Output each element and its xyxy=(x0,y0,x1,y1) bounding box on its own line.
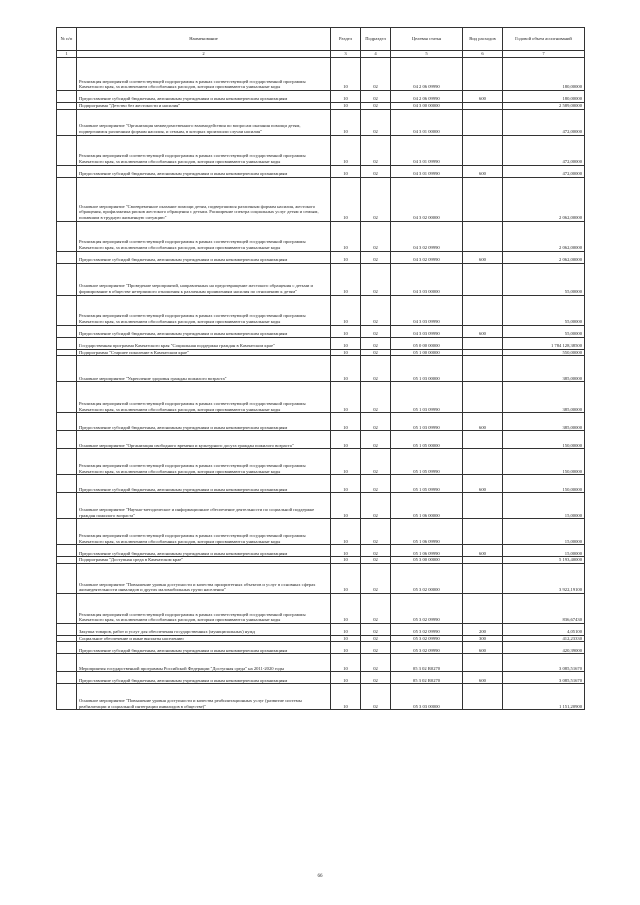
row-kind-cell: 600 xyxy=(463,672,503,684)
header-kind: Вид расходов xyxy=(463,28,503,51)
row-subsection-cell: 02 xyxy=(361,356,391,382)
row-number-cell xyxy=(57,135,77,165)
row-target-cell: 05 3 02 00000 xyxy=(391,563,463,593)
row-kind-cell: 600 xyxy=(463,165,503,177)
row-name-cell: Предоставление субсидий бюджетным, автономным учреждениям и иным некоммерческим организациям xyxy=(77,672,331,684)
row-section-cell: 10 xyxy=(331,325,361,337)
row-kind-cell xyxy=(463,221,503,251)
table-row xyxy=(57,58,585,91)
row-subsection-cell: 02 xyxy=(361,349,391,356)
column-number: 4 xyxy=(361,51,391,58)
row-amount-cell: 180,00000 xyxy=(503,58,585,91)
row-number-cell xyxy=(57,623,77,635)
row-amount-cell: 5 193,40000 xyxy=(503,557,585,564)
row-number-cell xyxy=(57,449,77,475)
row-subsection-cell: 02 xyxy=(361,593,391,623)
table-row xyxy=(57,563,585,593)
row-target-cell: 04 3 02 00000 xyxy=(391,177,463,221)
row-target-cell: 05 1 06 09990 xyxy=(391,519,463,545)
row-name-cell: Основное мероприятие "Повышение уровня доступности и качества реабилитационных услуг (развитие системы реабилитации и социальной интеграции инвалидов в обществе)" xyxy=(77,684,331,710)
header-amount: Годовой объем ассигнований xyxy=(503,28,585,51)
row-target-cell: 04 3 01 09990 xyxy=(391,165,463,177)
row-target-cell: 04 2 06 09990 xyxy=(391,58,463,91)
table-row xyxy=(57,221,585,251)
row-subsection-cell: 02 xyxy=(361,325,391,337)
header-name: Наименование xyxy=(77,28,331,51)
row-kind-cell xyxy=(463,103,503,110)
row-kind-cell xyxy=(463,58,503,91)
row-target-cell: 05 3 02 09990 xyxy=(391,642,463,654)
table-row xyxy=(57,413,585,431)
header-number: № п/п xyxy=(57,28,77,51)
row-number-cell xyxy=(57,165,77,177)
row-kind-cell xyxy=(463,557,503,564)
row-section-cell: 10 xyxy=(331,431,361,449)
row-kind-cell: 600 xyxy=(463,91,503,103)
row-subsection-cell: 02 xyxy=(361,545,391,557)
row-amount-cell: 55,00000 xyxy=(503,295,585,325)
row-name-cell: Подпрограмма "Старшее поколение в Камчатском крае" xyxy=(77,349,331,356)
row-name-cell: Предоставление субсидий бюджетным, автономным учреждениям и иным некоммерческим организациям xyxy=(77,475,331,493)
row-name-cell: Подпрограмма "Доступная среда в Камчатском крае" xyxy=(77,557,331,564)
row-amount-cell: 150,00000 xyxy=(503,449,585,475)
table-row xyxy=(57,263,585,295)
row-target-cell: 05 1 05 09990 xyxy=(391,449,463,475)
row-section-cell: 10 xyxy=(331,593,361,623)
row-name-cell: Реализация мероприятий соответствующей подпрограммы в рамках соответствующей государственной программы Камчатского края, за исключением обособленных расходов, которым присваиваются уникальные коды xyxy=(77,58,331,91)
document-sheet xyxy=(56,27,584,710)
row-target-cell: 04 3 03 09990 xyxy=(391,295,463,325)
row-subsection-cell: 02 xyxy=(361,431,391,449)
row-subsection-cell: 02 xyxy=(361,58,391,91)
row-kind-cell xyxy=(463,382,503,413)
row-number-cell xyxy=(57,337,77,349)
row-section-cell: 10 xyxy=(331,349,361,356)
table-row xyxy=(57,545,585,557)
table-body xyxy=(57,58,585,710)
table-row xyxy=(57,251,585,263)
row-amount-cell: 385,00000 xyxy=(503,382,585,413)
row-subsection-cell: 02 xyxy=(361,103,391,110)
row-amount-cell: 2 589,00000 xyxy=(503,103,585,110)
header-section: Раздел xyxy=(331,28,361,51)
row-number-cell xyxy=(57,672,77,684)
row-target-cell: 05 1 06 09990 xyxy=(391,545,463,557)
row-section-cell: 10 xyxy=(331,635,361,642)
column-number: 7 xyxy=(503,51,585,58)
row-amount-cell: 180,00000 xyxy=(503,91,585,103)
row-kind-cell: 600 xyxy=(463,413,503,431)
row-section-cell: 10 xyxy=(331,557,361,564)
row-amount-cell: 836,67430 xyxy=(503,593,585,623)
row-kind-cell xyxy=(463,109,503,135)
table-row xyxy=(57,519,585,545)
table-row xyxy=(57,449,585,475)
row-kind-cell xyxy=(463,356,503,382)
row-amount-cell: 150,00000 xyxy=(503,431,585,449)
row-amount-cell: 55,00000 xyxy=(503,325,585,337)
row-amount-cell: 472,00000 xyxy=(503,135,585,165)
row-name-cell: Реализация мероприятий соответствующей подпрограммы в рамках соответствующей государственной программы Камчатского края, за исключением обособленных расходов, которым присваиваются уникальные коды xyxy=(77,449,331,475)
row-name-cell: Предоставление субсидий бюджетным, автономным учреждениям и иным некоммерческим организациям xyxy=(77,642,331,654)
row-number-cell xyxy=(57,91,77,103)
row-kind-cell xyxy=(463,263,503,295)
row-name-cell: Основное мероприятие "Своевременное оказание помощи детям, подвергшимся различным формам насилия, жестокого обращения, профилактика рисков жестокого обращения с детьми. Расширение спектра социальных услуг детям и семьям, попавшим в трудную жизненную ситуацию" xyxy=(77,177,331,221)
row-subsection-cell: 02 xyxy=(361,135,391,165)
row-subsection-cell: 02 xyxy=(361,382,391,413)
row-subsection-cell: 02 xyxy=(361,654,391,672)
row-amount-cell: 15,00000 xyxy=(503,493,585,519)
table-row xyxy=(57,109,585,135)
row-target-cell: 05 1 05 09990 xyxy=(391,475,463,493)
row-amount-cell: 3 922,19100 xyxy=(503,563,585,593)
row-section-cell: 10 xyxy=(331,91,361,103)
row-kind-cell xyxy=(463,684,503,710)
header-subsection: Подраздел xyxy=(361,28,391,51)
row-section-cell: 10 xyxy=(331,263,361,295)
row-section-cell: 10 xyxy=(331,545,361,557)
row-kind-cell: 600 xyxy=(463,325,503,337)
row-section-cell: 10 xyxy=(331,413,361,431)
row-target-cell: 05 1 03 00000 xyxy=(391,356,463,382)
row-name-cell: Реализация мероприятий соответствующей подпрограммы в рамках соответствующей государственной программы Камчатского края, за исключением обособленных расходов, которым присваиваются уникальные коды xyxy=(77,519,331,545)
row-number-cell xyxy=(57,109,77,135)
row-target-cell: 04 3 01 00000 xyxy=(391,109,463,135)
row-amount-cell: 472,00000 xyxy=(503,109,585,135)
row-number-cell xyxy=(57,684,77,710)
table-row xyxy=(57,135,585,165)
row-number-cell xyxy=(57,413,77,431)
row-name-cell: Предоставление субсидий бюджетным, автономным учреждениям и иным некоммерческим организациям xyxy=(77,545,331,557)
row-target-cell: 05 3 02 R0270 xyxy=(391,672,463,684)
row-number-cell xyxy=(57,325,77,337)
row-number-cell xyxy=(57,431,77,449)
row-kind-cell xyxy=(463,295,503,325)
row-target-cell: 05 1 00 00000 xyxy=(391,349,463,356)
row-kind-cell xyxy=(463,135,503,165)
row-kind-cell: 600 xyxy=(463,251,503,263)
column-number: 3 xyxy=(331,51,361,58)
row-name-cell: Реализация мероприятий соответствующей подпрограммы в рамках соответствующей государственной программы Камчатского края, за исключением обособленных расходов, которым присваиваются уникальные коды xyxy=(77,382,331,413)
row-target-cell: 05 1 05 00000 xyxy=(391,431,463,449)
row-kind-cell xyxy=(463,593,503,623)
row-name-cell: Предоставление субсидий бюджетным, автономным учреждениям и иным некоммерческим организациям xyxy=(77,165,331,177)
table-row xyxy=(57,431,585,449)
page-number: 66 xyxy=(317,874,323,879)
row-section-cell: 10 xyxy=(331,295,361,325)
table-row xyxy=(57,382,585,413)
row-subsection-cell: 02 xyxy=(361,263,391,295)
table-row xyxy=(57,295,585,325)
table-row xyxy=(57,493,585,519)
row-target-cell: 05 3 02 R0270 xyxy=(391,654,463,672)
table-row xyxy=(57,103,585,110)
row-number-cell xyxy=(57,563,77,593)
row-section-cell: 10 xyxy=(331,109,361,135)
row-number-cell xyxy=(57,295,77,325)
table-row xyxy=(57,165,585,177)
row-name-cell: Закупка товаров, работ и услуг для обеспечения государственных (муниципальных) нужд xyxy=(77,623,331,635)
row-subsection-cell: 02 xyxy=(361,684,391,710)
row-kind-cell xyxy=(463,493,503,519)
row-subsection-cell: 02 xyxy=(361,295,391,325)
column-number-row xyxy=(57,51,585,58)
row-target-cell: 05 1 06 00000 xyxy=(391,493,463,519)
row-target-cell: 05 3 03 00000 xyxy=(391,684,463,710)
row-name-cell: Основное мероприятие "Укрепление здоровья граждан пожилого возраста" xyxy=(77,356,331,382)
row-name-cell: Предоставление субсидий бюджетным, автономным учреждениям и иным некоммерческим организациям xyxy=(77,91,331,103)
table-row xyxy=(57,475,585,493)
row-subsection-cell: 02 xyxy=(361,563,391,593)
row-target-cell: 05 0 00 00000 xyxy=(391,337,463,349)
row-target-cell: 04 3 03 00000 xyxy=(391,263,463,295)
row-name-cell: Основное мероприятие "Организация межведомственного взаимодействия по вопросам оказания помощи детям, подвергшимся различным формам насилия, и семьям, в которых произошли случаи насилия" xyxy=(77,109,331,135)
row-section-cell: 10 xyxy=(331,475,361,493)
row-target-cell: 05 3 02 09990 xyxy=(391,623,463,635)
row-section-cell: 10 xyxy=(331,654,361,672)
table-row xyxy=(57,557,585,564)
row-target-cell: 05 3 00 00000 xyxy=(391,557,463,564)
row-section-cell: 10 xyxy=(331,356,361,382)
row-subsection-cell: 02 xyxy=(361,475,391,493)
table-row xyxy=(57,177,585,221)
column-number: 1 xyxy=(57,51,77,58)
row-name-cell: Предоставление субсидий бюджетным, автономным учреждениям и иным некоммерческим организациям xyxy=(77,251,331,263)
column-number: 6 xyxy=(463,51,503,58)
row-amount-cell: 2 062,00000 xyxy=(503,177,585,221)
row-target-cell: 04 2 06 09990 xyxy=(391,91,463,103)
row-subsection-cell: 02 xyxy=(361,337,391,349)
row-number-cell xyxy=(57,103,77,110)
table-row xyxy=(57,337,585,349)
row-target-cell: 04 3 00 00000 xyxy=(391,103,463,110)
row-number-cell xyxy=(57,221,77,251)
row-number-cell xyxy=(57,635,77,642)
row-amount-cell: 385,00000 xyxy=(503,413,585,431)
row-amount-cell: 420,39000 xyxy=(503,642,585,654)
row-section-cell: 10 xyxy=(331,165,361,177)
row-number-cell xyxy=(57,642,77,654)
row-subsection-cell: 02 xyxy=(361,672,391,684)
row-subsection-cell: 02 xyxy=(361,91,391,103)
row-number-cell xyxy=(57,58,77,91)
row-subsection-cell: 02 xyxy=(361,623,391,635)
row-name-cell: Социальное обеспечение и иные выплаты населению xyxy=(77,635,331,642)
header-row xyxy=(57,28,585,51)
row-number-cell xyxy=(57,557,77,564)
row-kind-cell: 300 xyxy=(463,635,503,642)
row-amount-cell: 412,23330 xyxy=(503,635,585,642)
row-name-cell: Основное мероприятие "Организация свободного времени и культурного досуга граждан пожилого возраста" xyxy=(77,431,331,449)
row-kind-cell xyxy=(463,337,503,349)
row-name-cell: Основное мероприятие "Повышение уровня доступности и качества приоритетных объектов и услуг в основных сферах жизнедеятельности инвалидов и других маломобильных групп населения" xyxy=(77,563,331,593)
row-amount-cell: 472,00000 xyxy=(503,165,585,177)
row-section-cell: 10 xyxy=(331,135,361,165)
row-amount-cell: 55,00000 xyxy=(503,263,585,295)
row-section-cell: 10 xyxy=(331,493,361,519)
row-subsection-cell: 02 xyxy=(361,449,391,475)
row-section-cell: 10 xyxy=(331,103,361,110)
row-number-cell xyxy=(57,349,77,356)
row-kind-cell: 600 xyxy=(463,475,503,493)
column-number: 2 xyxy=(77,51,331,58)
row-target-cell: 05 3 02 09990 xyxy=(391,635,463,642)
row-amount-cell: 550,00000 xyxy=(503,349,585,356)
row-section-cell: 10 xyxy=(331,684,361,710)
table-row xyxy=(57,325,585,337)
table-row xyxy=(57,349,585,356)
row-name-cell: Государственная программа Камчатского края "Социальная поддержка граждан в Камчатском крае" xyxy=(77,337,331,349)
row-amount-cell: 3 085,51670 xyxy=(503,672,585,684)
header-target: Целевая статья xyxy=(391,28,463,51)
row-amount-cell: 4,05100 xyxy=(503,623,585,635)
row-section-cell: 10 xyxy=(331,221,361,251)
row-subsection-cell: 02 xyxy=(361,519,391,545)
table-row xyxy=(57,91,585,103)
row-number-cell xyxy=(57,382,77,413)
row-subsection-cell: 02 xyxy=(361,109,391,135)
row-section-cell: 10 xyxy=(331,251,361,263)
row-amount-cell: 1 151,20900 xyxy=(503,684,585,710)
table-row xyxy=(57,356,585,382)
row-amount-cell: 150,00000 xyxy=(503,475,585,493)
row-name-cell: Реализация мероприятий соответствующей подпрограммы в рамках соответствующей государственной программы Камчатского края, за исключением обособленных расходов, которым присваиваются уникальные коды xyxy=(77,295,331,325)
row-amount-cell: 2 062,00000 xyxy=(503,221,585,251)
row-number-cell xyxy=(57,593,77,623)
row-section-cell: 10 xyxy=(331,58,361,91)
row-amount-cell: 15,00000 xyxy=(503,519,585,545)
row-name-cell: Реализация мероприятий соответствующей подпрограммы в рамках соответствующей государственной программы Камчатского края, за исключением обособленных расходов, которым присваиваются уникальные коды xyxy=(77,135,331,165)
row-subsection-cell: 02 xyxy=(361,177,391,221)
table-row xyxy=(57,642,585,654)
row-number-cell xyxy=(57,545,77,557)
row-number-cell xyxy=(57,654,77,672)
row-kind-cell xyxy=(463,563,503,593)
row-section-cell: 10 xyxy=(331,519,361,545)
row-number-cell xyxy=(57,493,77,519)
row-amount-cell: 3 085,51670 xyxy=(503,654,585,672)
row-amount-cell: 15,00000 xyxy=(503,545,585,557)
row-name-cell: Реализация мероприятий соответствующей подпрограммы в рамках соответствующей государственной программы Камчатского края, за исключением обособленных расходов, которым присваиваются уникальные коды xyxy=(77,593,331,623)
row-section-cell: 10 xyxy=(331,449,361,475)
row-subsection-cell: 02 xyxy=(361,165,391,177)
row-kind-cell: 600 xyxy=(463,545,503,557)
row-number-cell xyxy=(57,251,77,263)
row-number-cell xyxy=(57,263,77,295)
row-name-cell: Предоставление субсидий бюджетным, автономным учреждениям и иным некоммерческим организациям xyxy=(77,413,331,431)
row-name-cell: Предоставление субсидий бюджетным, автономным учреждениям и иным некоммерческим организациям xyxy=(77,325,331,337)
row-section-cell: 10 xyxy=(331,672,361,684)
row-kind-cell xyxy=(463,654,503,672)
row-target-cell: 04 3 03 09990 xyxy=(391,325,463,337)
row-target-cell: 05 1 03 09990 xyxy=(391,382,463,413)
row-subsection-cell: 02 xyxy=(361,221,391,251)
row-target-cell: 04 3 01 09990 xyxy=(391,135,463,165)
table-row xyxy=(57,654,585,672)
row-section-cell: 10 xyxy=(331,623,361,635)
row-subsection-cell: 02 xyxy=(361,557,391,564)
row-name-cell: Основное мероприятие "Проведение мероприятий, направленных на предотвращение жестокого обращения с детьми и формирование в обществе нетерпимого отношения к различным проявлениям насилия по отношению к детям" xyxy=(77,263,331,295)
column-number: 5 xyxy=(391,51,463,58)
row-target-cell: 04 3 02 09990 xyxy=(391,221,463,251)
row-amount-cell: 385,00000 xyxy=(503,356,585,382)
row-subsection-cell: 02 xyxy=(361,493,391,519)
row-section-cell: 10 xyxy=(331,563,361,593)
table-row xyxy=(57,684,585,710)
row-subsection-cell: 02 xyxy=(361,642,391,654)
row-target-cell: 05 1 03 09990 xyxy=(391,413,463,431)
row-amount-cell: 1 784 128,38500 xyxy=(503,337,585,349)
row-name-cell: Реализация мероприятий соответствующей подпрограммы в рамках соответствующей государственной программы Камчатского края, за исключением обособленных расходов, которым присваиваются уникальные коды xyxy=(77,221,331,251)
table-row xyxy=(57,672,585,684)
row-kind-cell xyxy=(463,177,503,221)
row-amount-cell: 2 062,00000 xyxy=(503,251,585,263)
table-row xyxy=(57,635,585,642)
row-subsection-cell: 02 xyxy=(361,251,391,263)
row-subsection-cell: 02 xyxy=(361,635,391,642)
row-kind-cell: 200 xyxy=(463,623,503,635)
row-name-cell: Мероприятия государственной программы Российской Федерации "Доступная среда" на 2011-2020 годы xyxy=(77,654,331,672)
row-section-cell: 10 xyxy=(331,382,361,413)
row-subsection-cell: 02 xyxy=(361,413,391,431)
budget-table xyxy=(56,27,585,710)
row-target-cell: 05 3 02 09990 xyxy=(391,593,463,623)
row-kind-cell: 600 xyxy=(463,642,503,654)
row-kind-cell xyxy=(463,519,503,545)
row-section-cell: 10 xyxy=(331,337,361,349)
row-number-cell xyxy=(57,177,77,221)
row-name-cell: Основное мероприятие "Научно-методическое и информационное обеспечение деятельности по социальной поддержке граждан пожилого возраста" xyxy=(77,493,331,519)
table-row xyxy=(57,623,585,635)
table-row xyxy=(57,593,585,623)
row-name-cell: Подпрограмма "Детство без жестокости и насилия" xyxy=(77,103,331,110)
row-kind-cell xyxy=(463,349,503,356)
row-number-cell xyxy=(57,356,77,382)
row-section-cell: 10 xyxy=(331,177,361,221)
row-target-cell: 04 3 02 09990 xyxy=(391,251,463,263)
row-kind-cell xyxy=(463,431,503,449)
row-number-cell xyxy=(57,475,77,493)
row-kind-cell xyxy=(463,449,503,475)
row-section-cell: 10 xyxy=(331,642,361,654)
row-number-cell xyxy=(57,519,77,545)
